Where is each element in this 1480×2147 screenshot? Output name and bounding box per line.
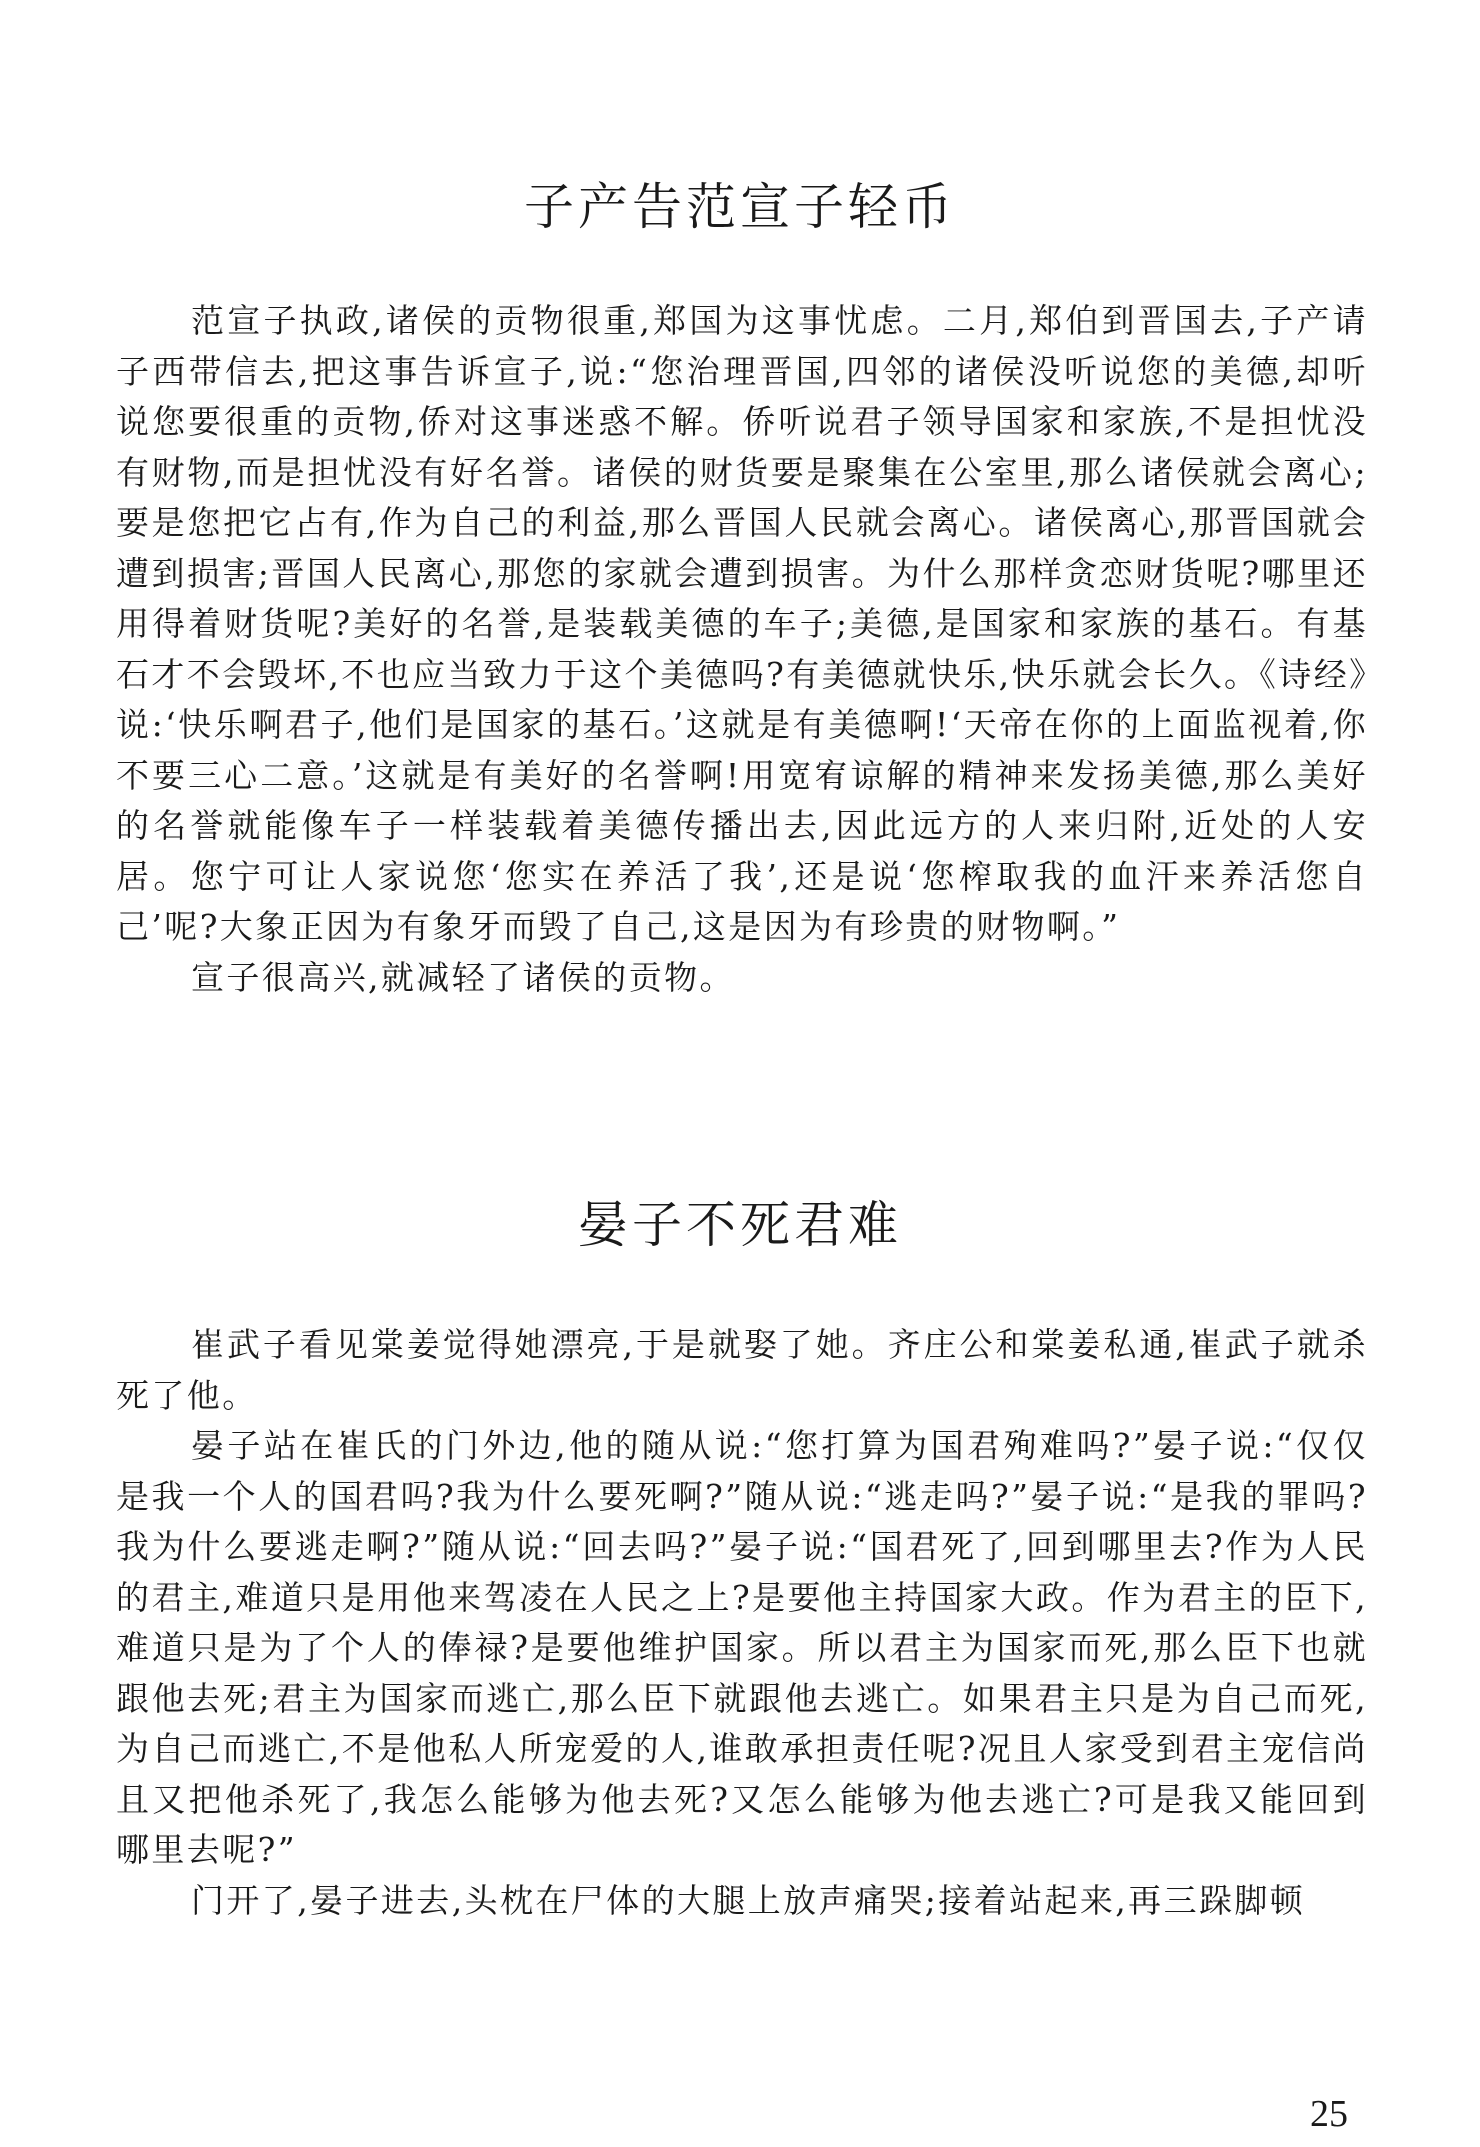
article-title-1: 子产告范宣子轻币 — [524, 178, 956, 236]
paragraph: 晏子站在崔氏的门外边,他的随从说:“您打算为国君殉难吗?”晏子说:“仅仅是我一个人的国君吗?我为什么要死啊?”随从说:“逃走吗?”晏子说:“是我的罪吗?我为什么要逃走啊?”随从说:“回去吗?”晏子说:“国君死了,回到哪里去?作为人民的君主,难道只是用他来驾凌在人民之上?是要他主持国家大政。作为君主的臣下,难道只是为了个人的俸禄?是要他维护国家。所以君主为国家而死,那么臣下也就跟他去死;君主为国家而逃亡,那么臣下就跟他去逃亡。如果君主只是为自己而死,为自己而逃亡,不是他私人所宠爱的人,谁敢承担责任呢?况且人家受到君主宠信尚且又把他杀死了,我怎么能够为他去死?又怎么能够为他去逃亡?可是我又能回到哪里去呢?” — [116, 1426, 1368, 1869]
paragraph: 崔武子看见棠姜觉得她漂亮,于是就娶了她。齐庄公和棠姜私通,崔武子就杀死了他。 — [116, 1325, 1368, 1415]
paragraph: 宣子很高兴,就减轻了诸侯的贡物。 — [191, 957, 735, 997]
paragraph: 门开了,晏子进去,头枕在尸体的大腿上放声痛哭;接着站起来,再三跺脚顿 — [191, 1880, 1306, 1920]
article-body-2 — [116, 1320, 1368, 1926]
article-body-1 — [116, 296, 1368, 1003]
article-title-2: 晏子不死君难 — [578, 1196, 902, 1254]
paragraph: 范宣子执政,诸侯的贡物很重,郑国为这事忧虑。二月,郑伯到晋国去,子产请子西带信去,把这事告诉宣子,说:“您治理晋国,四邻的诸侯没听说您的美德,却听说您要很重的贡物,侨对这事迷惑不解。侨听说君子领导国家和家族,不是担忧没有财物,而是担忧没有好名誉。诸侯的财货要是聚集在公室里,那么诸侯就会离心;要是您把它占有,作为自己的利益,那么晋国人民就会离心。诸侯离心,那晋国就会遭到损害;晋国人民离心,那您的家就会遭到损害。为什么那样贪恋财货呢?哪里还用得着财货呢?美好的名誉,是装载美德的车子;美德,是国家和家族的基石。有基石才不会毁坏,不也应当致力于这个美德吗?有美德就快乐,快乐就会长久。《诗经》说:‘快乐啊君子,他们是国家的基石。’这就是有美德啊!‘天帝在你的上面监视着,你不要三心二意。’这就是有美好的名誉啊!用宽宥谅解的精神来发扬美德,那么美好的名誉就能像车子一样装载着美德传播出去,因此远方的人来归附,近处的人安居。您宁可让人家说您‘您实在养活了我’,还是说‘您榨取我的血汗来养活您自己’呢?大象正因为有象牙而毁了自己,这是因为有珍贵的财物啊。” — [116, 301, 1368, 946]
page-number: 25 — [1310, 2093, 1348, 2135]
